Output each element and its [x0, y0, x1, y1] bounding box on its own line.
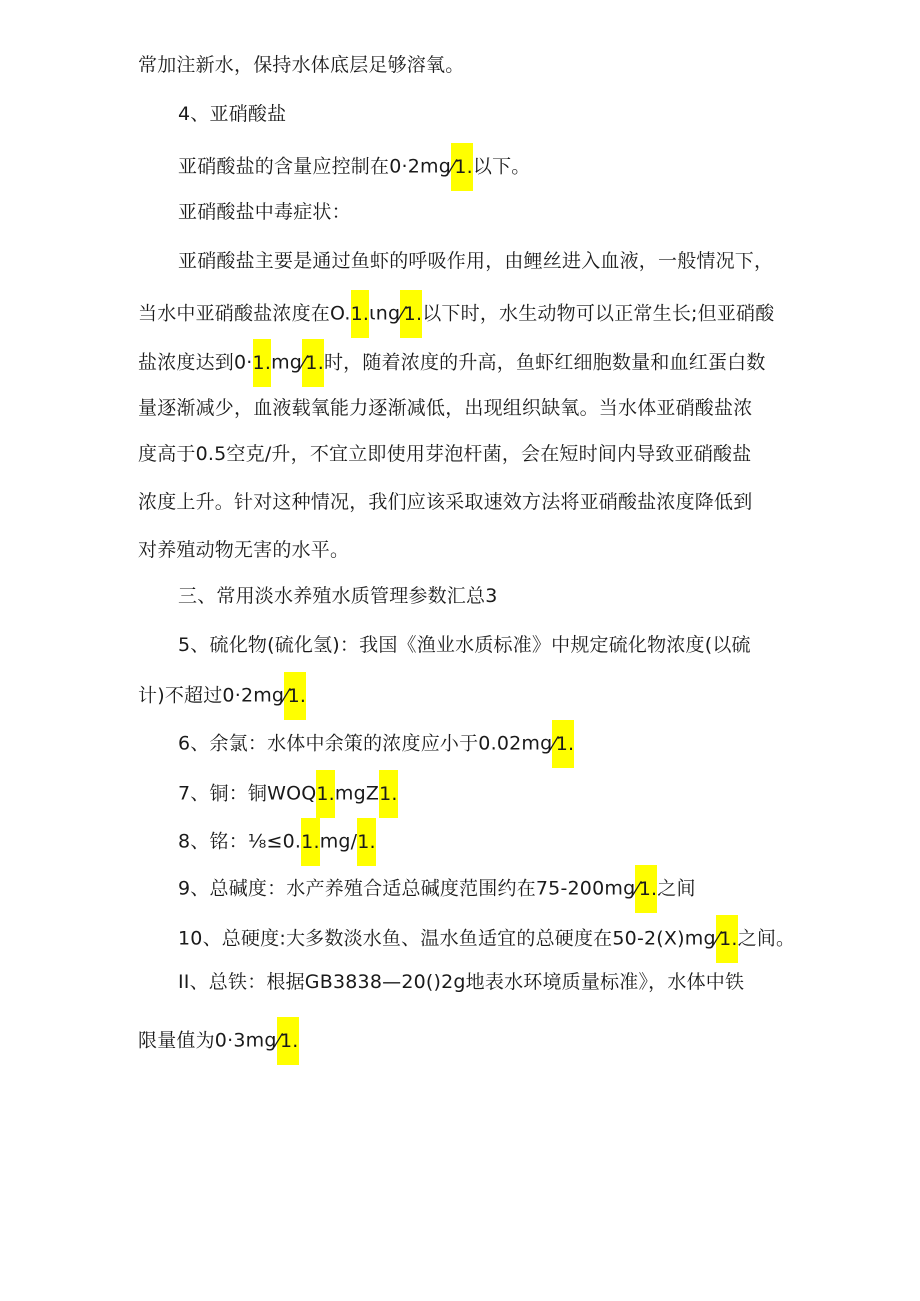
text-run: mgZ: [334, 782, 380, 805]
text-run: 9、总碱度：水产养殖合适总碱度范围约在75-200mg: [178, 877, 636, 900]
line-13: [178, 625, 751, 665]
text-run: II、总铁：根据GB3838—20()2g地表水环境质量标准》，水体中铁: [178, 971, 745, 993]
line-16: [178, 770, 398, 810]
highlighted-text: 1.: [379, 770, 398, 818]
line-3: [178, 143, 531, 183]
line-18: [178, 865, 696, 905]
highlighted-text: 1.: [301, 818, 320, 866]
line-14: [138, 672, 306, 712]
text-run: 亚硝酸盐主要是通过鱼虾的呼吸作用，由鲤丝进入血液，一般情况下，: [178, 250, 774, 272]
text-run: 8、铭：⅛≤0.: [178, 830, 302, 853]
line-4: [178, 192, 351, 232]
text-run: 亚硝酸盐的含量应控制在0·2mg: [178, 155, 451, 178]
highlighted-text: ⁄1.: [716, 915, 738, 963]
text-run: ιng: [369, 302, 401, 325]
text-run: 5、硫化物(硫化氢)：我国《渔业水质标准》中规定硫化物浓度(以硫: [178, 634, 751, 656]
text-run: mg: [271, 351, 303, 374]
line-19: [178, 915, 795, 955]
text-run: 以下时，水生动物可以正常生长;但亚硝酸: [422, 302, 775, 325]
line-20: [178, 962, 744, 1002]
highlighted-text: 1.: [253, 339, 272, 387]
highlighted-text: ⁄1.: [400, 290, 422, 338]
text-run: 6、余氯：水体中余策的浓度应小于0.02mg: [178, 732, 553, 755]
text-run: 10、总硬度:大多数淡水鱼、温水鱼适宜的总硬度在50-2(X)mg: [178, 927, 716, 950]
line-11: [138, 530, 349, 570]
line-15: [178, 720, 574, 760]
text-run: 盐浓度达到0·: [138, 351, 253, 374]
text-run: 4、亚硝酸盐: [178, 103, 287, 125]
line-7: [138, 339, 766, 379]
highlighted-text: ⁄1.: [451, 143, 473, 191]
highlighted-text: ⁄1.: [552, 720, 574, 768]
text-run: 三、常用淡水养殖水质管理参数汇总3: [178, 585, 498, 607]
text-run: 度高于0.5空克/升，不宜立即使用芽泡杆菌，会在短时间内导致亚硝酸盐: [138, 443, 752, 465]
text-run: 对养殖动物无害的水平。: [138, 539, 350, 561]
text-run: 限量值为0·3mg: [138, 1029, 277, 1052]
text-run: 当水中亚硝酸盐浓度在O.: [138, 302, 351, 325]
line-5: [178, 241, 773, 281]
line-21: [138, 1017, 299, 1057]
highlighted-text: 1.: [316, 770, 335, 818]
line-10: [138, 482, 752, 522]
highlighted-text: 1.: [357, 818, 376, 866]
highlighted-text: ⁄1.: [277, 1017, 299, 1065]
text-run: 之间: [657, 877, 696, 900]
text-run: 之间。: [737, 927, 796, 950]
text-run: 以下。: [472, 155, 531, 178]
highlighted-text: ⁄1.: [302, 339, 324, 387]
text-run: 浓度上升。针对这种情况，我们应该采取速效方法将亚硝酸盐浓度降低到: [138, 491, 753, 513]
line-9: [138, 434, 751, 474]
text-run: 量逐渐减少，血液载氧能力逐渐减低，出现组织缺氧。当水体亚硝酸盐浓: [138, 397, 753, 419]
text-run: 时，随着浓度的升高，鱼虾红细胞数量和血红蛋白数: [323, 351, 766, 374]
highlighted-text: 1.: [351, 290, 370, 338]
text-run: 亚硝酸盐中毒症状：: [178, 201, 351, 223]
text-run: 常加注新水，保持水体底层足够溶氧。: [138, 54, 465, 76]
line-6: [138, 290, 774, 330]
text-run: mg/: [319, 830, 358, 853]
line-17: [178, 818, 376, 858]
highlighted-text: ⁄1.: [284, 672, 306, 720]
line-8: [138, 388, 752, 428]
line-2: [178, 94, 286, 134]
line-12: [178, 576, 498, 616]
line-1: [138, 45, 464, 85]
text-run: 7、铜：铜WOQ: [178, 782, 317, 805]
highlighted-text: ⁄1.: [635, 865, 657, 913]
text-run: 计)不超过0·2mg: [138, 684, 285, 707]
